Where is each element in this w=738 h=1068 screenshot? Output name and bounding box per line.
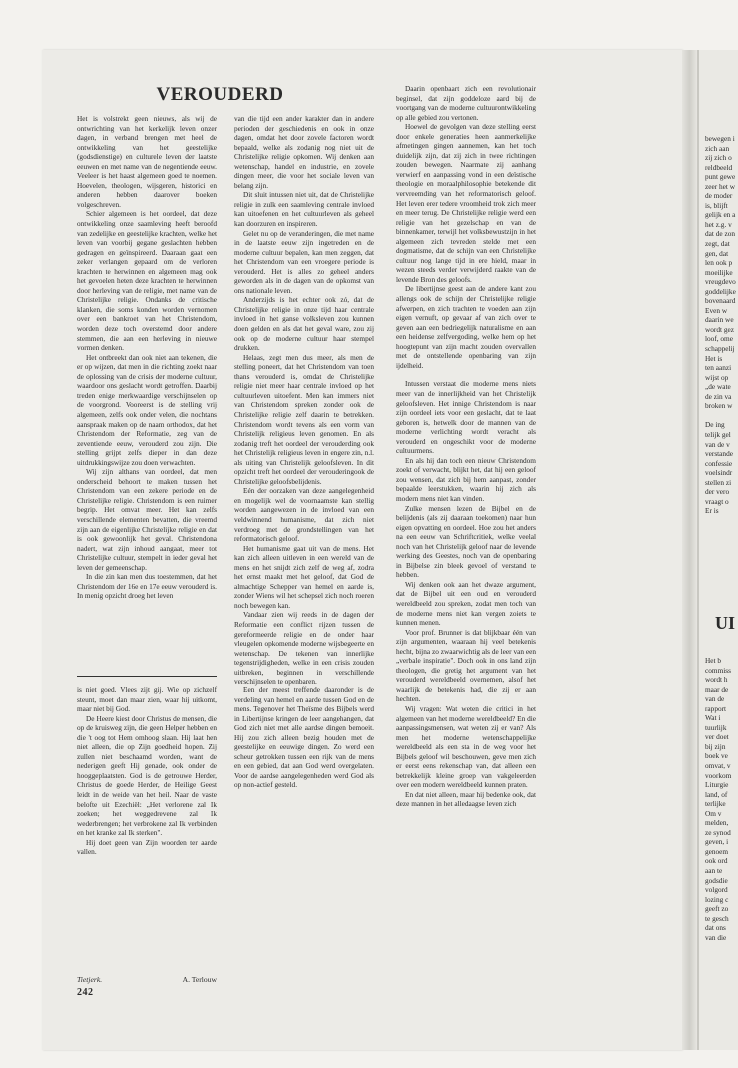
next-page-line: vraagt o (705, 496, 729, 506)
next-page-line: volgord (705, 885, 728, 895)
next-page-line: ten aanzi (705, 363, 732, 373)
next-page-line: Het is (705, 353, 723, 363)
next-page-line: Het b (705, 656, 722, 665)
next-page-line: confessie (705, 458, 733, 468)
column-3 (396, 84, 536, 809)
paragraph: Zulke mensen lezen de Bijbel en de belijdenis (als zij daaraan toekomen) naar hun eigen opvatting en oordeel. Hoe zou het anders na een eeuw van Schriftcritiek, welke veelal noch van het Christelijk geloof naar de levende werking des Geestes, noch van de openbaring in Bijbelse zin bleek gevoel of verstand te hebben. (396, 503, 536, 580)
next-page-line: zeer het w (705, 181, 735, 191)
paragraph: Anderzijds is het echter ook zó, dat de Christelijke religie in onze tijd haar centrale invloed in het ganse volksleven zou kunnen doen gelden en als dat het geval ware, zou zij ook op de moderne cultuur haar stempel drukken. (234, 295, 374, 353)
next-page-line: schappelij (705, 344, 735, 354)
paragraph: Eén der oorzaken van deze aangelegenheid en mogelijk wel de voornaamste kan stellig worden aangewezen in de invloed van een veldwinnend humanisme, dat zich niet verdroeg met de grondstellingen van het reformatorisch geloof. (234, 486, 374, 544)
paragraph: Het ontbreekt dan ook niet aan tekenen, die er op wijzen, dat men in die richting zoekt naar de oplossing van de crisis der moderne cultuur, waardoor ons geslacht wordt getroffen. Daarbij treden enige merkwaardige verschijnselen op de voorgrond. Vooreerst is de stelling vrij algemeen, zelfs ook onder velen, die nochtans aanspraak maken op de naam orthodox, dat het Christendom der Reformatie, zeg van de zeventiende eeuw, verouderd zou zijn. Die stelling grijpt zelfs dieper in dan deze uitdrukkingswijze zou doen verwachten. (77, 352, 217, 467)
book-gutter (682, 50, 697, 1050)
next-page-line: Er is (705, 506, 719, 516)
paragraph: Het humanisme gaat uit van de mens. Het kan zich alleen uitleven in een wereld van de mens en het snijdt zich zelf de weg af, zodra het ernst maakt met het geloof, dat God de almachtige Schepper van hemel en aarde is, zonder Wiens wil het schepsel zich noch roeren noch bewegen kan. (234, 543, 374, 610)
next-page-line: wijst op (705, 372, 729, 382)
next-page-line: boek ve (705, 751, 728, 761)
next-page-line: Even w (705, 305, 728, 315)
next-page-line: goddelijke (705, 286, 736, 296)
next-page-text-top (705, 134, 738, 516)
next-page-line: moeilijke (705, 267, 733, 277)
paragraph: Wij vragen: Wat weten die critici in het algemeen van het moderne wereldbeeld? En die aanpassingsmensen, wat weten zij er van? Als men het moderne wetenschappelijke wereldbeeld als een sta in de weg voor het Bijbels geloof wil beschouwen, geve men zich er eerst eens rekenschap van, dat alleen een betrekkelijk kleine groep van vakgeleerden over een modern wereldbeeld kunnen praten. (396, 704, 536, 790)
next-page-line: van de (705, 694, 725, 704)
paragraph: van die tijd een ander karakter dan in andere perioden der geschiedenis en ook in onze dagen, omdat het door zovele factoren wordt bepaald, welke als zodanig nog niet uit de Christelijke religie opkomen. Wij denken aan wetenschap, handel en industrie, en zovele dingen meer, die voor het sociale leven van belang zijn. (234, 114, 374, 190)
column-1 (77, 114, 217, 601)
paragraph: Het is volstrekt geen nieuws, als wij de ontwrichting van het kerkelijk leven onzer dagen, in verband brengen met heel de ontwikkeling van het geestelijke (godsdienstige) en culturele leven der laatste eeuwen en met name van de negentiende eeuw. Veeleer is het haast algemeen goed te noemen. Hoevelen, theologen, wijsgeren, historici en anderen hebben daarover boeken volgeschreven. (77, 114, 217, 209)
next-page-line: ver doet (705, 732, 729, 742)
next-page-line: telijk gel (705, 429, 731, 439)
paragraph: Intussen verstaat die moderne mens niets meer van de innerlijkheid van het Christelijk geloofsleven. Het innige Christendom is naar zijn oordeel iets voor een geslacht, dat te laat geboren is, hetwelk door de mannen van de moderne verlichting wordt veracht als verouderd en ongeschikt voor de moderne cultuurmens. (396, 379, 536, 456)
next-page-line: loof, ome (705, 334, 733, 344)
next-page-line: ook ord (705, 856, 728, 866)
paragraph: De libertijnse geest aan de andere kant zou allengs ook de schijn der Christelijke religie afwerpen, en zich trachten te voeden aan zijn eigen vernuft, op gevaar af van zich over te geven aan een bedriegelijk naturalisme en aan een heidense zelfvergoding, welke hem op het hoogtepunt van zijn macht zouden overvallen met de ontstellende openbaring van zijn ijdelheid. (396, 284, 536, 370)
next-page-line: vreugdevo (705, 277, 736, 287)
next-page-line: zegt, dat (705, 239, 730, 249)
next-page-line: van de v (705, 439, 730, 449)
paragraph: Helaas, zegt men dus meer, als men de stelling poneert, dat het Christendom van toen thans verouderd is, omdat de Christelijke religie niet meer haar centrale invloed op het cultuurleven uitoefent. Men kan immers niet van Christendom spreken zonder ook de Christelijke religie zelf daarin te betrekken. Christendom wordt tevens als een vorm van Christelijk religieus leven genomen. En als zodanig treft het oordeel der verouderding ook het Christelijk religieus leven in engere zin, n.l. als uiting van Christelijk geloofsleven. In dit opzicht treft het oordeel der verouderingook de Christelijke geloofsbelijdenis. (234, 352, 374, 486)
next-page-line: Wat i (705, 713, 721, 723)
page-number: 242 (77, 987, 94, 998)
next-page-line: ze synod (705, 827, 731, 837)
paragraph: is niet goed. Vlees zijt gij. Wie op zichzelf steunt, moet dan maar zien, waar hij uitkomt, maar niet bij God. (77, 685, 217, 714)
next-page-line (705, 411, 738, 421)
next-page-line: broken w (705, 401, 733, 411)
column-1-bottom (77, 685, 217, 857)
paragraph: Wij zijn althans van oordeel, dat men onderscheid behoort te maken tussen het Christendom van een zekere periode en de Christelijke religie. Christendom is een ruimer begrip. Het omvat meer. Het kan zelfs verschillende elementen bevatten, die vreemd zijn aan de eigenlijke Christelijke religie en dat is ook gewoonlijk het geval. Christendona nadert, wat zijn inhoud aangaat, meer tot Christelijke cultuur, stempelt in ieder geval het leven der gemeenschap. (77, 467, 217, 572)
next-page-line: wordt gez (705, 324, 734, 334)
next-page-line: de moder (705, 191, 733, 201)
next-page-line: omvat, v (705, 761, 731, 771)
next-page-line: len ook p (705, 258, 733, 268)
paragraph: Voor prof. Brunner is dat blijkbaar één van zijn argumenten, waaraan hij veel betekenis hecht, bijna zo zwaarwichtig als de leer van een „verbale inspiratie". Doch ook in ons land zijn theologen, die gretig het argument van het verouderd wereldbeeld overnemen, alsof het waarlijk de betekenis had, die zij er aan hechten. (396, 627, 536, 704)
next-page-line: melden, (705, 818, 729, 828)
next-page-edge (697, 50, 738, 1050)
paragraph: Vandaar zien wij reeds in de dagen der Reformatie een conflict rijzen tussen de gereformeerde religie en de onder haar vleugelen opkomende moderne wijsbegeerte en wetenschap. De tekenen van innerlijke tegenstrijdigheden, welke in een crisis zouden uitbreken, beginnen in verschillende verschijnselen te openbaren. (234, 610, 374, 687)
next-page-line: te gesch (705, 913, 729, 923)
paragraph: Dit sluit intussen niet uit, dat de Christelijke religie in zulk een saamleving centrale invloed kan uitoefenen en het cultuurleven als geheel kan doorzuren en inspireren. (234, 190, 374, 229)
signature-line (77, 975, 217, 984)
next-page-line: daarin we (705, 315, 734, 325)
next-page-line: maar de (705, 684, 729, 694)
next-page-line: bovenaard (705, 296, 736, 306)
paragraph: Schier algemeen is het oordeel, dat deze ontwikkeling onze saamleving heeft beroofd van zedelijke en geestelijke krachten, welke het leven van voorbij gegane geslachten hebben gedragen en geïnspireerd. Daaraan gaat een zeker verlangen gepaard om de verloren krachten te herwinnen en algemeen mag ook het gevoelen heten deze krachten te herwinnen door herleving van de religie, met name van de Christelijke religie. Ondanks de critische klanken, die soms konden worden vernomen over een bankroet van het Christendom, worden deze toch overstemd door andere stemmen, die aan een herleving in nieuwe vormen denken. (77, 209, 217, 353)
next-page-line: zich aan (705, 143, 730, 153)
next-page-line: godsdie (705, 875, 728, 885)
column-2-bottom (234, 685, 374, 790)
next-page-line: tuurlijk (705, 722, 727, 732)
next-page-heading-fragment: UI (715, 613, 736, 633)
next-page-line: bewegen i (705, 134, 735, 143)
paragraph: Hoewel de gevolgen van deze stelling eerst door enkele generaties heen aanmerkelijke afmetingen gingen aannemen, kan het toch duidelijk zijn, dat zij zich in twee richtingen zouden bewegen. Naarmate zij aanhang verwierf en aanpassing vond in een deïstische theologie en moraalphilosophie betekende dit vervreemding van het reformatorisch geloof. Het leven erer tedere vroomheid trok zich meer en meer terug. De Christelijke religie werd een religie van het gezelschap en van de binnenkamer, terwijl het volksbewustzijn in het algemeen zich tevreden stelde met een dogmatisme, dat de schijn van een Christelijke cultuur nog lange tijd in ere hield, maar in wezen steeds verder verwijderd raakte van de levende Bron des geloofs. (396, 122, 536, 284)
next-page-line: verstande (705, 449, 733, 459)
column-2 (234, 114, 374, 687)
section-divider (77, 676, 217, 677)
next-page-line: dat de zon (705, 229, 735, 239)
next-page-line: voelsindr (705, 468, 733, 478)
next-page-line: gen, dat (705, 248, 729, 258)
next-page-line: de zin va (705, 391, 732, 401)
next-page-line: dat ons (705, 923, 726, 933)
next-page-line: van die (705, 932, 727, 942)
next-page-line: lozing c (705, 894, 729, 904)
paragraph: En dat niet alleen, maar hij bedenke ook, dat deze mannen in het alledaagse leven zich (396, 789, 536, 809)
next-page-line: bij zijn (705, 741, 726, 751)
paragraph: Hij doet geen van Zijn woorden ter aarde vallen. (77, 837, 217, 857)
next-page-line: rapport (705, 703, 727, 713)
article-title: VEROUDERD (156, 84, 284, 105)
next-page-line: geven, i (705, 837, 729, 847)
next-page-line: aan te (705, 866, 723, 876)
next-page-line: geeft zo (705, 904, 729, 914)
paragraph: Gelet nu op de veranderingen, die met name in de laatste eeuw zijn ingetreden en de moderne cultuur bepalen, kan men zeggen, dat het Christendom van een vroegere periode is verouderd. Het is alles zo geheel anders geworden als in de dagen van de opkomst van ons nationale leven. (234, 228, 374, 295)
next-page-line: wordt h (705, 675, 728, 685)
next-page-line: het z.g. v (705, 219, 732, 229)
signature-name: A. Terlouw (182, 975, 217, 984)
paragraph: Een der meest treffende daaronder is de verdeling van hemel en aarde tussen God en de mens. Tegenover het Theïsme des Bijbels werd in Libertijnse kringen de leer aangehangen, dat God zich niet met alle aardse dingen bemoeit. Hij zou zich alleen bezig houden met de geestelijke en eeuwige dingen. Zo werd een scheur getrokken tussen een rijk van de mens en een gebied, dat aan God werd overgelaten. Voor de aardse aangelegenheden werd God als op non-actief gesteld. (234, 685, 374, 790)
next-page-line: reldbeeld (705, 162, 733, 172)
next-page-line: punt gewe (705, 172, 736, 182)
paragraph: Wij denken ook aan het dwaze argument, dat de Bijbel uit een oud en verouderd wereldbeeld zou spreken, zodat men toch van de moderne mens niet kan vergen zoiets te kunnen menen. (396, 579, 536, 628)
next-page-line: voorkom (705, 770, 732, 780)
paragraph: In die zin kan men dus toestemmen, dat het Christendom der 16e en 17e eeuw verouderd is. In menig opzicht droeg het leven (77, 572, 217, 601)
next-page-line: der vero (705, 487, 730, 497)
next-page-line: Om v (705, 808, 722, 818)
next-page-line: stellen zi (705, 477, 732, 487)
next-page-line: is, blijft (705, 200, 728, 210)
next-page-line: commiss (705, 665, 731, 675)
next-page-line: genoem (705, 846, 729, 856)
paragraph: De Heere kiest door Christus de mensen, die op de kruisweg zijn, die geen Helper hebben en die 't oog tot Hem omhoog slaan. Hij laat hen niet alleen, die op Zijn goedheid hopen. Zij zullen niet beschaamd worden, want de nederigen geeft Hij genade, ook onder de hooggeplaatsten. God is de getrouwe Herder, Christus de goede Herder, de Heilige Geest leidt in de weide van het heil. Naar de vaste belofte uit Ezechiël: „Het verlorene zal Ik zoeken; het weggedrevene zal Ik wederbrengen; het verbrokene zal Ik verbinden en het kranke zal Ik sterken". (77, 713, 217, 838)
next-page-line: terlijke (705, 799, 726, 809)
next-page-line: „de wate (705, 382, 731, 392)
next-page-line: De ing (705, 420, 725, 430)
next-page-line: land, of (705, 789, 728, 799)
next-page-line: Liturgie (705, 780, 729, 790)
next-page-text-bottom (705, 656, 738, 942)
next-page-line: gelijk en a (705, 210, 736, 220)
signature-place: Tietjerk. (77, 975, 103, 984)
paragraph: Daarin openbaart zich een revolutionair beginsel, dat zijn goddeloze aard bij de voortgang van de moderne cultuurontwikkeling op alle gebied zou vertonen. (396, 84, 536, 122)
paragraph: En als hij dan toch een nieuw Christendom zoekt of verwacht, blijkt het, dat hij een geloof zou wensen, dat zich bij hem aanpast, zonder bepaalde leerstukken, waarin hij zich als modern mens niet kan vinden. (396, 455, 536, 503)
next-page-line: zij zich o (705, 153, 732, 163)
